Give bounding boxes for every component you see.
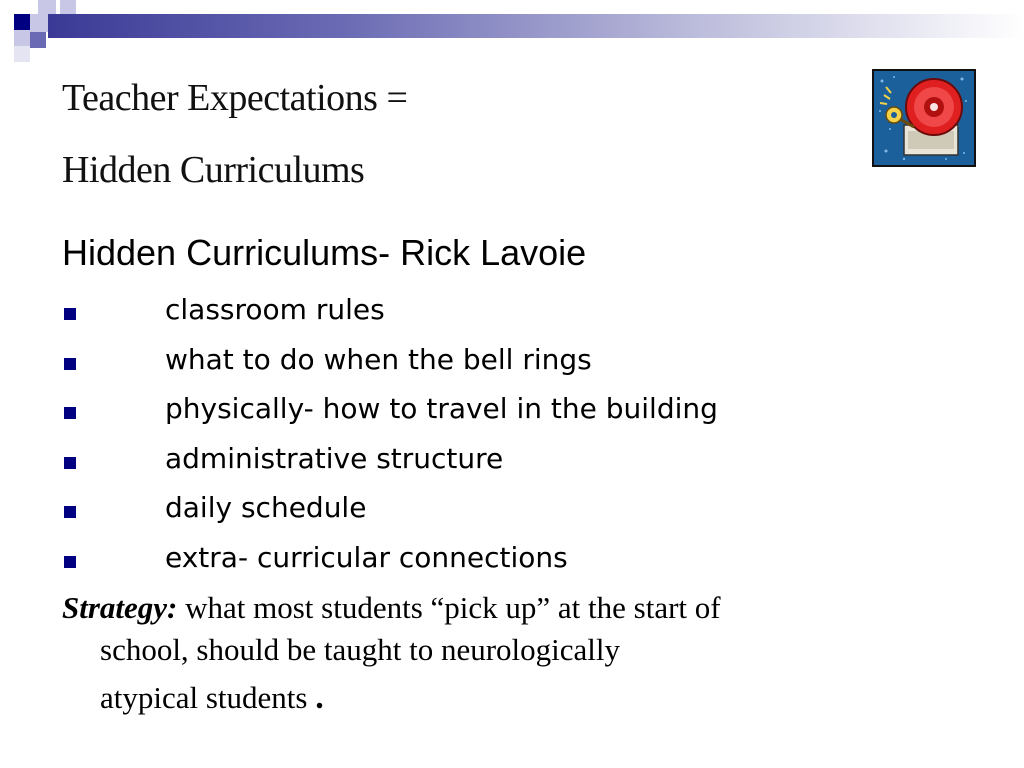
strategy-line-1 <box>62 587 882 629</box>
school-bell-illustration <box>874 71 974 165</box>
school-bell-icon <box>872 69 976 167</box>
decorative-square <box>38 0 56 14</box>
strategy-period: . <box>315 679 324 716</box>
decorative-square <box>14 14 30 30</box>
header-gradient-band <box>48 14 1024 38</box>
strategy-text-1: what most students “pick up” at the start of <box>177 590 721 625</box>
square-bullet-icon <box>64 308 76 320</box>
slide-title <box>62 62 407 206</box>
square-bullet-icon <box>64 556 76 568</box>
slide-subtitle: Hidden Curriculums- Rick Lavoie <box>62 232 587 273</box>
list-item-text: extra- curricular connections <box>165 540 568 574</box>
list-item-text: classroom rules <box>165 293 385 326</box>
square-bullet-icon <box>64 457 76 469</box>
slide-title-line-2: Hidden Curriculums <box>62 149 365 191</box>
decorative-square <box>14 46 30 62</box>
slide-title-line-1: Teacher Expectations = <box>62 77 408 119</box>
list-item-text: daily schedule <box>165 491 367 525</box>
strategy-label: Strategy: <box>62 590 178 625</box>
strategy-line-2: school, should be taught to neurologically <box>100 632 621 667</box>
list-item-text: what to do when the bell rings <box>165 342 592 376</box>
decorative-square <box>30 32 46 48</box>
list-item-text: physically- how to travel in the building <box>165 392 718 426</box>
decorative-square <box>14 30 30 46</box>
strategy-paragraph <box>62 587 882 719</box>
strategy-text-3: atypical students <box>100 680 316 715</box>
square-bullet-icon <box>64 358 76 370</box>
square-bullet-icon <box>64 407 76 419</box>
decorative-square <box>30 14 48 32</box>
decorative-square <box>60 0 76 14</box>
strategy-line-3 <box>62 677 882 719</box>
list-item-text: administrative structure <box>165 441 504 475</box>
square-bullet-icon <box>64 506 76 518</box>
